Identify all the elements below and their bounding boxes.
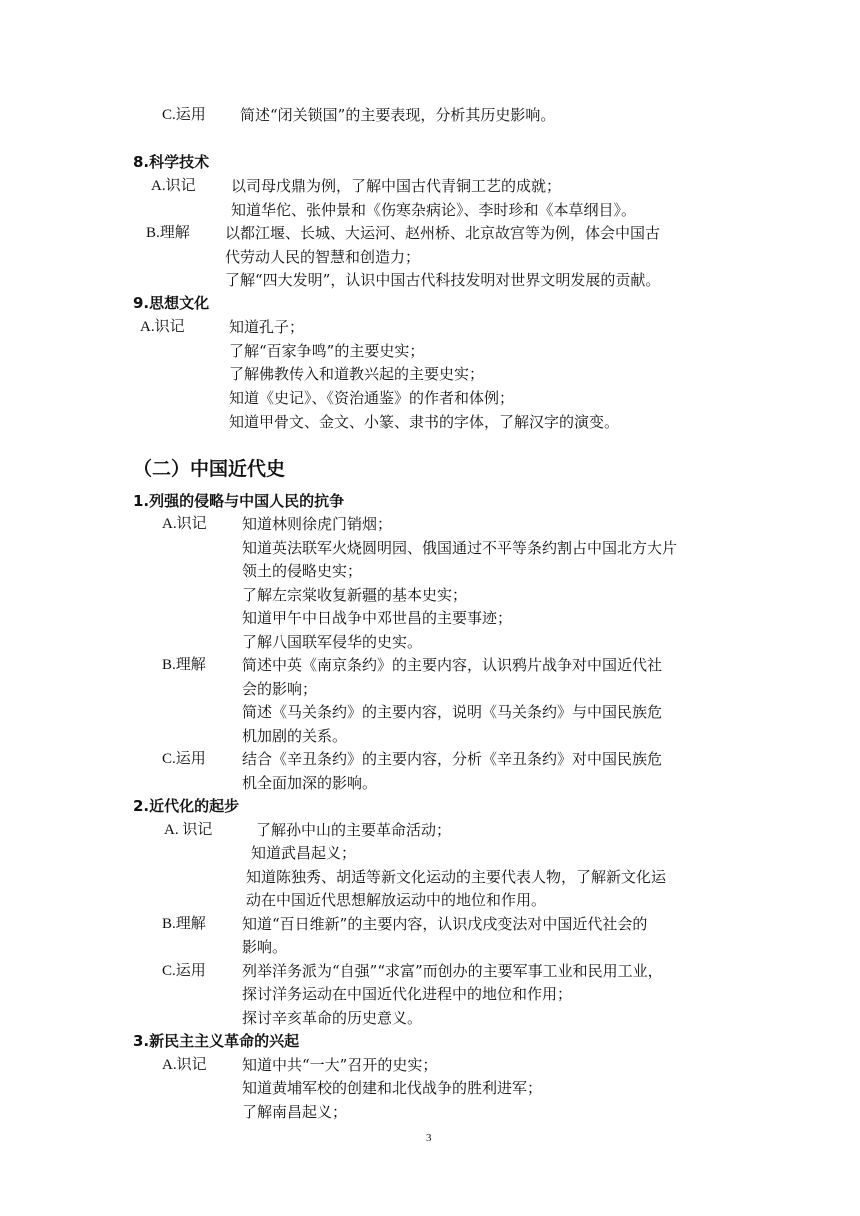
requirement-text: 知道陈独秀、胡适等新文化运动的主要代表人物，了解新文化运 (246, 868, 667, 886)
requirement-text: 了解孙中山的主要革命活动； (256, 821, 452, 839)
requirement-text: 了解八国联军侵华的史实。 (242, 633, 423, 651)
requirement-text: 影响。 (242, 938, 288, 956)
requirement-text: 知道甲骨文、金文、小篆、隶书的字体，了解汉字的演变。 (229, 413, 620, 431)
requirement-text: 知道《史记》、《资治通鉴》的作者和体例； (229, 389, 515, 407)
requirement-text: 了解佛教传入和道教兴起的主要史实； (229, 365, 485, 383)
chapter-heading: （二）中国近代史 (133, 458, 286, 480)
requirement-text: 了解南昌起义； (242, 1103, 348, 1121)
level-label: A.识记 (162, 1057, 207, 1073)
section-heading: 3.新民主主义革命的兴起 (133, 1032, 300, 1050)
requirement-text: 列举洋务派为“自强”“求富”而创办的主要军事工业和民用工业， (242, 962, 663, 980)
requirement-text: 了解“百家争鸣”的主要史实； (229, 342, 425, 360)
requirement-text: 结合《辛丑条约》的主要内容，分析《辛丑条约》对中国民族危 (242, 750, 663, 768)
requirement-text: 知道武昌起义； (251, 844, 357, 862)
requirement-text: 以都江堰、长城、大运河、赵州桥、北京故宫等为例，体会中国古 (225, 224, 661, 242)
requirement-text: 知道甲午中日战争中邓世昌的主要事迹； (242, 609, 513, 627)
page-number: 3 (426, 1132, 432, 1144)
level-label: A.识记 (151, 178, 196, 194)
requirement-text: 会的影响； (242, 680, 318, 698)
level-label: A.识记 (140, 319, 185, 335)
requirement-text: 机加剧的关系。 (242, 727, 348, 745)
requirement-text: 领土的侵略史实； (242, 562, 363, 580)
requirement-text: 探讨辛亥革命的历史意义。 (242, 1009, 423, 1027)
requirement-text: 代劳动人民的智慧和创造力； (225, 248, 421, 266)
level-label: A.识记 (162, 516, 207, 532)
section-heading: 1.列强的侵略与中国人民的抗争 (133, 492, 345, 510)
requirement-text: 知道孔子； (229, 318, 305, 336)
section-heading: 2.近代化的起步 (133, 797, 240, 815)
requirement-text: 知道中共“一大”召开的史实； (242, 1056, 438, 1074)
section-heading: 9.思想文化 (133, 294, 210, 312)
requirement-text: 知道英法联军火烧圆明园、俄国通过不平等条约割占中国北方大片 (242, 539, 678, 557)
level-label: B.理解 (162, 657, 206, 673)
level-label: B.理解 (162, 916, 206, 932)
requirement-text: 知道黄埔军校的创建和北伐战争的胜利进军； (242, 1079, 543, 1097)
requirement-text: 简述中英《南京条约》的主要内容，认识鸦片战争对中国近代社 (242, 656, 663, 674)
level-label: B.理解 (146, 225, 190, 241)
requirement-text: 了解“四大发明”，认识中国古代科技发明对世界文明发展的贡献。 (225, 271, 661, 289)
level-label: C.运用 (162, 107, 206, 123)
requirement-text: 动在中国近代思想解放运动中的地位和作用。 (246, 891, 547, 909)
requirement-text: 探讨洋务运动在中国近代化进程中的地位和作用； (242, 985, 573, 1003)
requirement-text: 以司母戊鼎为例，了解中国古代青铜工艺的成就； (231, 177, 562, 195)
requirement-text: 知道华佗、张仲景和《伤寒杂病论》、李时珍和《本草纲目》。 (231, 201, 637, 219)
requirement-text: 简述“闭关锁国”的主要表现，分析其历史影响。 (240, 106, 556, 124)
level-label: A. 识记 (164, 822, 213, 838)
requirement-text: 知道林则徐虎门销烟； (242, 515, 393, 533)
requirement-text: 了解左宗棠收复新疆的基本史实； (242, 586, 468, 604)
requirement-text: 简述《马关条约》的主要内容，说明《马关条约》与中国民族危 (242, 703, 663, 721)
level-label: C.运用 (162, 963, 206, 979)
section-heading: 8.科学技术 (133, 153, 210, 171)
level-label: C.运用 (162, 751, 206, 767)
requirement-text: 知道“百日维新”的主要内容，认识戊戌变法对中国近代社会的 (242, 915, 648, 933)
requirement-text: 机全面加深的影响。 (242, 774, 378, 792)
